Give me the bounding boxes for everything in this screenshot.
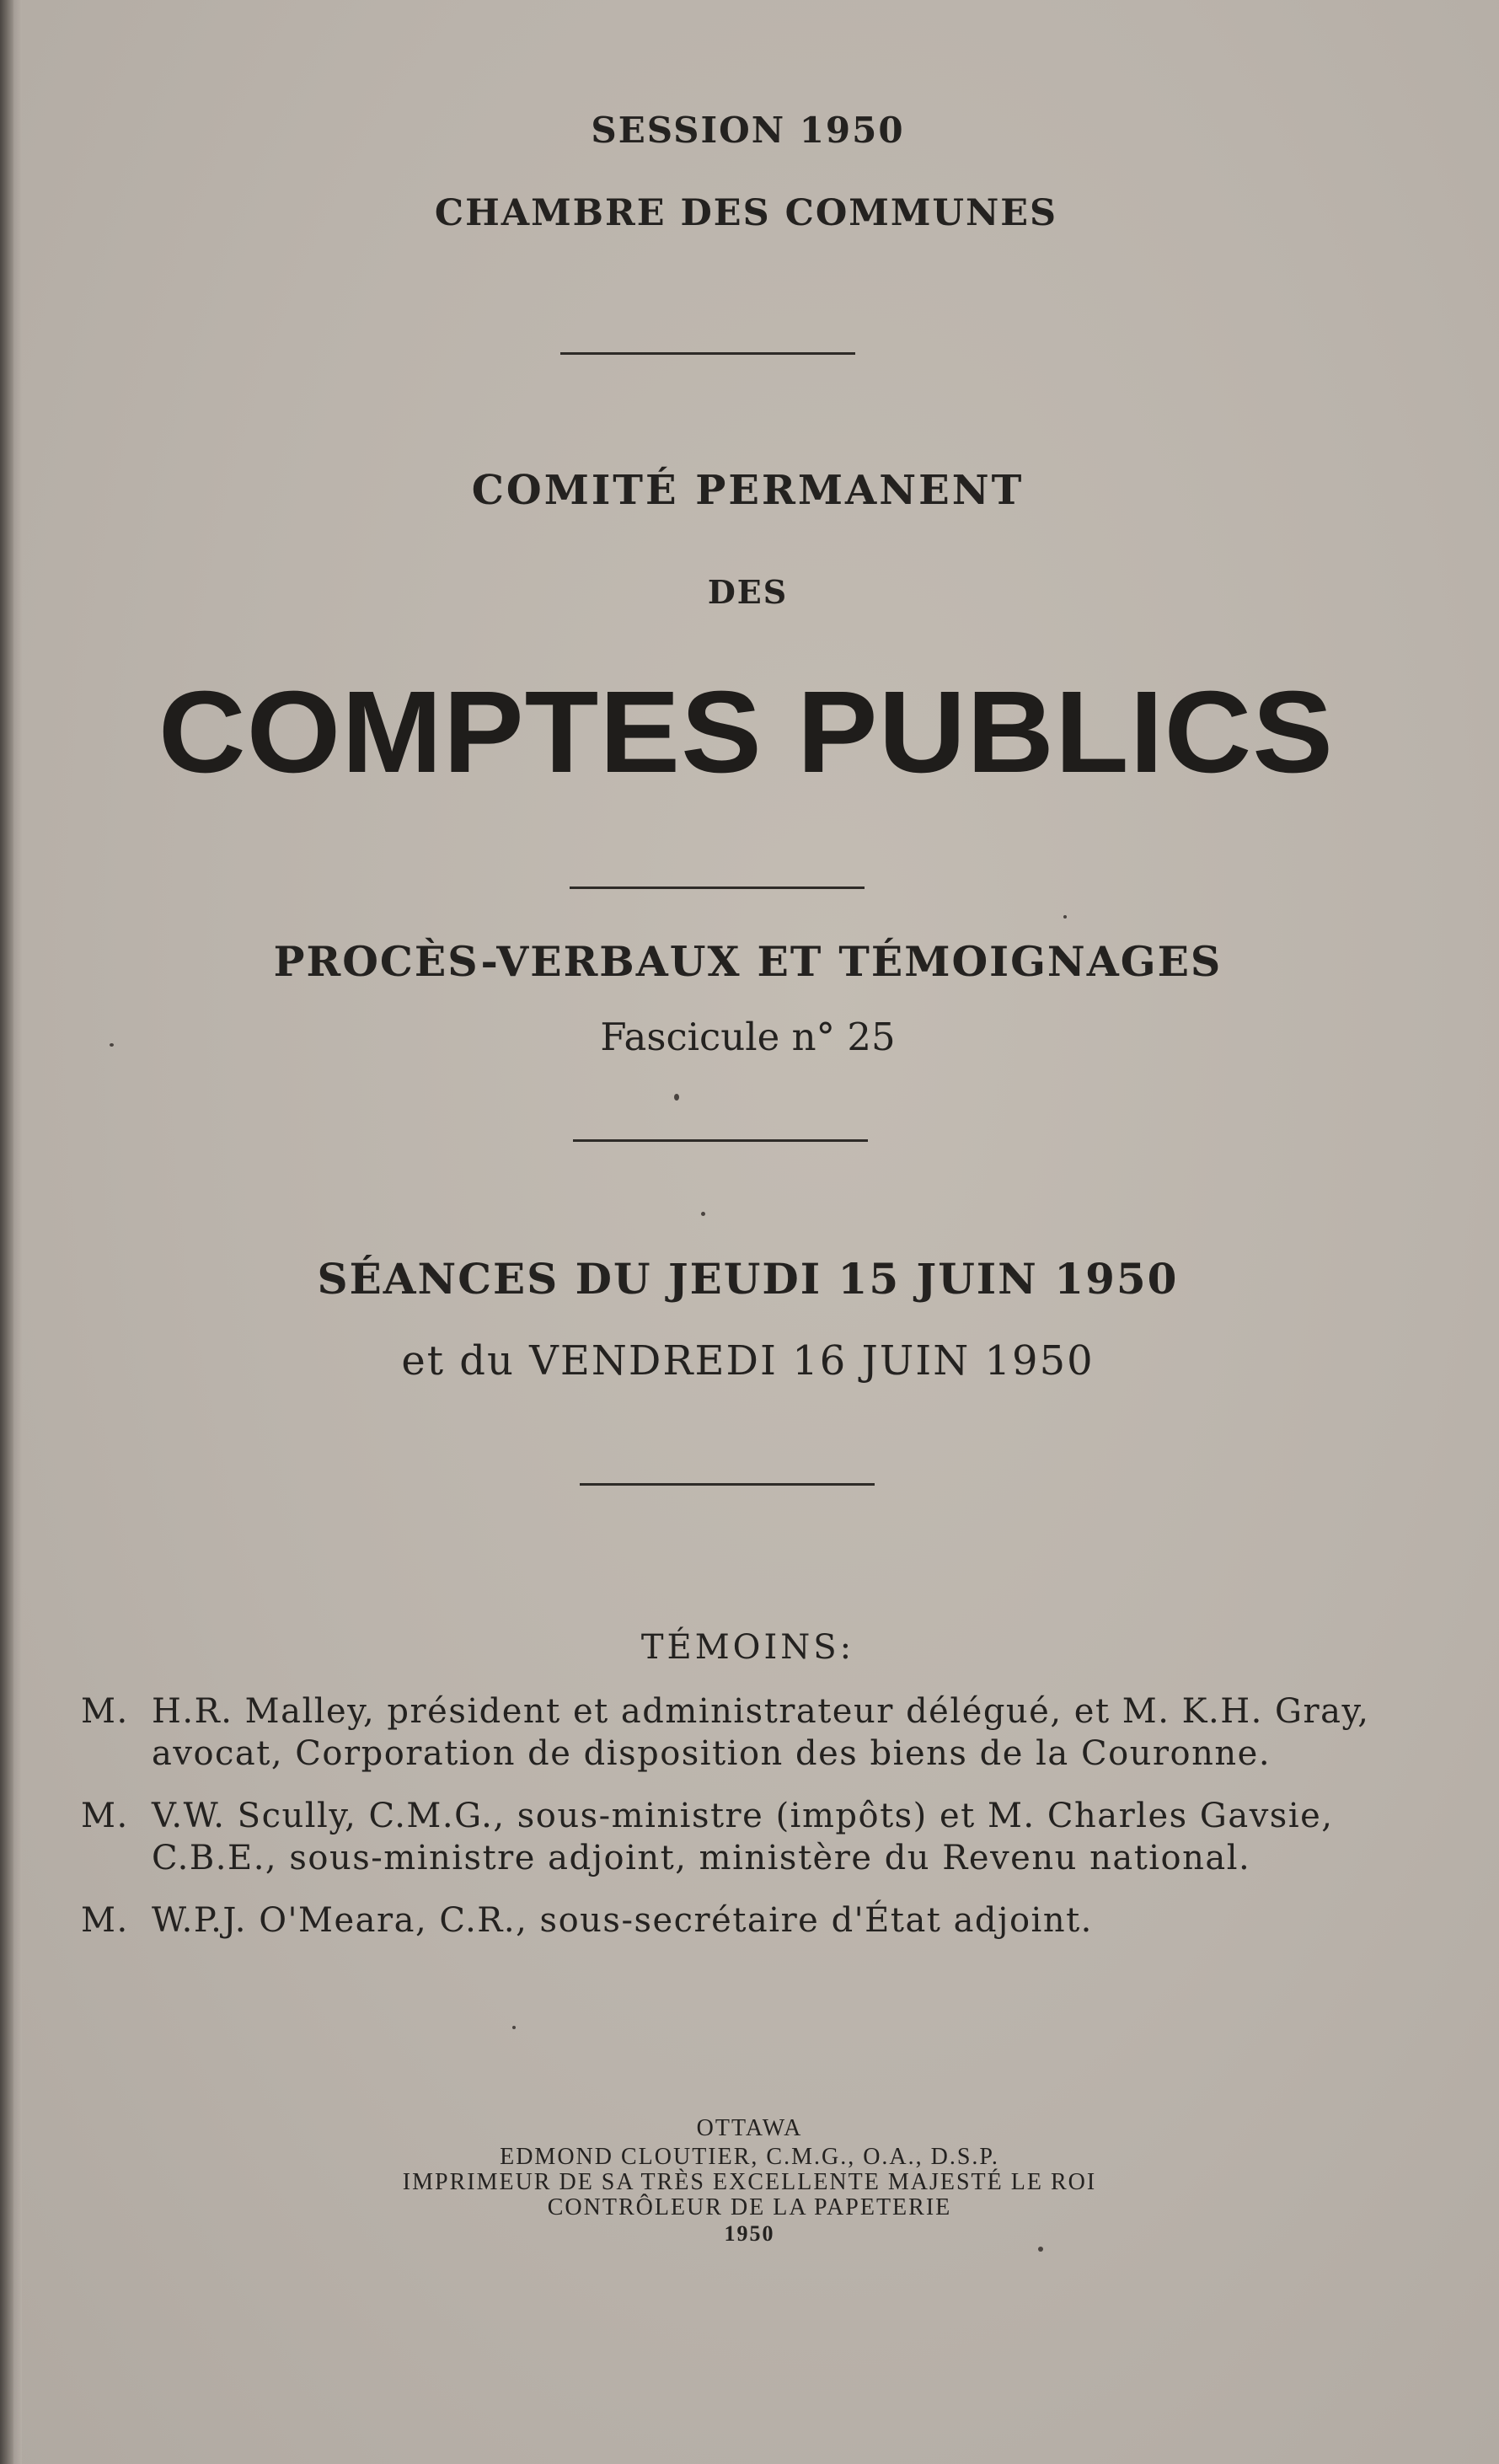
paper-speck <box>110 1043 114 1047</box>
witness-first-line <box>81 1690 1400 1733</box>
witness-continuation: C.B.E., sous-ministre adjoint, ministère du Revenu national. <box>152 1839 1251 1877</box>
witness-first-line <box>81 1899 1400 1942</box>
committee-line-2: DES <box>707 573 789 611</box>
paper-speck <box>1038 2247 1043 2252</box>
imprint-city: OTTAWA <box>696 2115 803 2141</box>
divider-rule-2 <box>570 887 865 889</box>
imprint-controller: CONTRÔLEUR DE LA PAPETERIE <box>547 2194 952 2220</box>
committee-line-1: COMITÉ PERMANENT <box>471 467 1025 514</box>
paper-speck <box>1063 915 1067 919</box>
imprint-printer: EDMOND CLOUTIER, C.M.G., O.A., D.S.P. <box>500 2144 999 2170</box>
witness-text: H.R. Malley, président et administrateur délégué, et M. K.H. Gray, <box>152 1692 1370 1731</box>
imprint-year: 1950 <box>724 2221 775 2246</box>
sittings-line-1: SÉANCES DU JEUDI 15 JUIN 1950 <box>317 1254 1179 1304</box>
paper-speck <box>674 1094 679 1101</box>
session-label: SESSION 1950 <box>591 110 905 151</box>
chamber-label: CHAMBRE DES COMMUNES <box>434 192 1058 234</box>
witness-text: W.P.J. O'Meara, C.R., sous-secrétaire d'État adjoint. <box>152 1901 1093 1940</box>
witness-entry <box>81 1690 1400 1775</box>
imprint-title: IMPRIMEUR DE SA TRÈS EXCELLENTE MAJESTÉ LE ROI <box>402 2169 1097 2195</box>
proceedings-title: PROCÈS-VERBAUX ET TÉMOIGNAGES <box>273 937 1223 986</box>
witnesses-heading: TÉMOINS: <box>640 1628 855 1667</box>
page-title: COMPTES PUBLICS <box>158 667 1335 797</box>
witness-prefix: M. <box>81 1692 129 1731</box>
divider-rule-1 <box>560 352 855 355</box>
witness-entry <box>81 1899 1400 1942</box>
witness-continuation: avocat, Corporation de disposition des biens de la Couronne. <box>152 1734 1271 1773</box>
binding-shadow <box>13 0 22 2464</box>
divider-rule-3 <box>573 1139 868 1142</box>
witness-prefix: M. <box>81 1797 129 1835</box>
paper-speck <box>701 1212 705 1216</box>
witness-first-line <box>81 1795 1400 1837</box>
paper-speck <box>512 2026 516 2029</box>
fascicule-number: Fascicule n° 25 <box>600 1015 896 1059</box>
divider-rule-4 <box>580 1483 875 1486</box>
witness-text: V.W. Scully, C.M.G., sous-ministre (impôts) et M. Charles Gavsie, <box>152 1797 1334 1835</box>
binding-edge <box>0 0 13 2464</box>
witness-prefix: M. <box>81 1901 129 1940</box>
sittings-line-2: et du VENDREDI 16 JUIN 1950 <box>401 1337 1095 1385</box>
witness-entry <box>81 1795 1400 1879</box>
